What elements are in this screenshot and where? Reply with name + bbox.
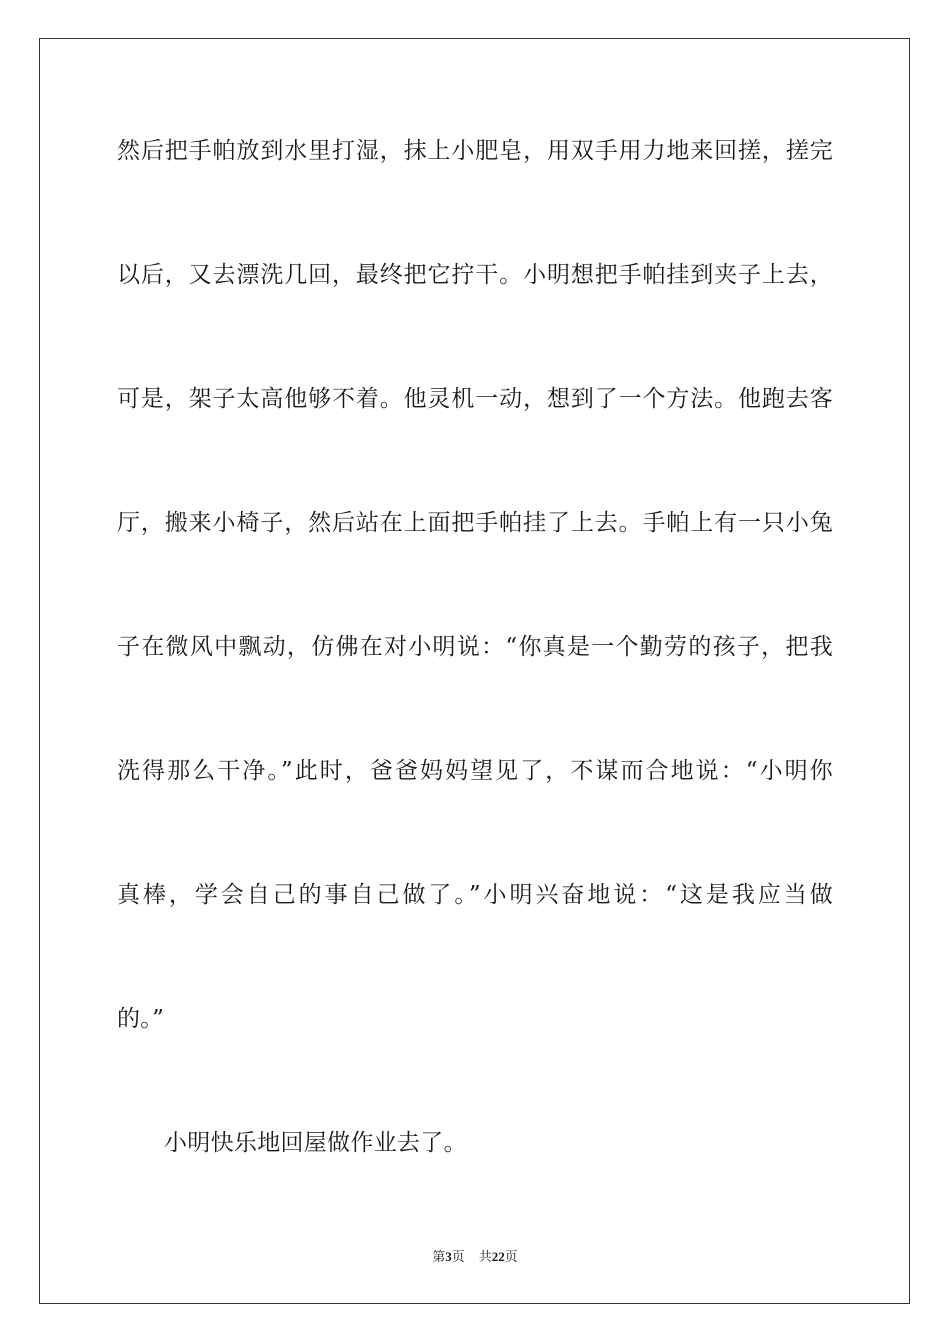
page-unit: 页 [451,1249,465,1264]
paragraph-line-2: 以后，又去漂洗几回，最终把它拧干。小明想把手帕挂到夹子上去， [117,262,833,288]
closing-paragraph: 小明快乐地回屋做作业去了。 [164,1130,467,1156]
paragraph-line-1: 然后把手帕放到水里打湿，抹上小肥皂，用双手用力地来回搓，搓完 [117,138,833,164]
page-prefix: 第 [432,1249,446,1264]
paragraph-line-7: 真棒，学会自己的事自己做了。”小明兴奋地说：“这是我应当做 [117,882,833,908]
total-pages: 22 [491,1249,505,1264]
paragraph-line-6: 洗得那么干净。”此时，爸爸妈妈望见了，不谋而合地说：“小明你 [117,758,833,784]
page-footer [0,1248,950,1266]
paragraph-line-3: 可是，架子太高他够不着。他灵机一动，想到了一个方法。他跑去客 [117,386,833,412]
paragraph-line-5: 子在微风中飘动，仿佛在对小明说：“你真是一个勤劳的孩子，把我 [117,634,833,660]
paragraph-line-8: 的。” [117,1006,165,1032]
page-border [39,38,910,1304]
total-prefix: 共 [478,1249,492,1264]
total-unit: 页 [504,1249,518,1264]
paragraph-line-4: 厅，搬来小椅子，然后站在上面把手帕挂了上去。手帕上有一只小兔 [117,510,833,536]
page-number: 3 [445,1249,452,1264]
